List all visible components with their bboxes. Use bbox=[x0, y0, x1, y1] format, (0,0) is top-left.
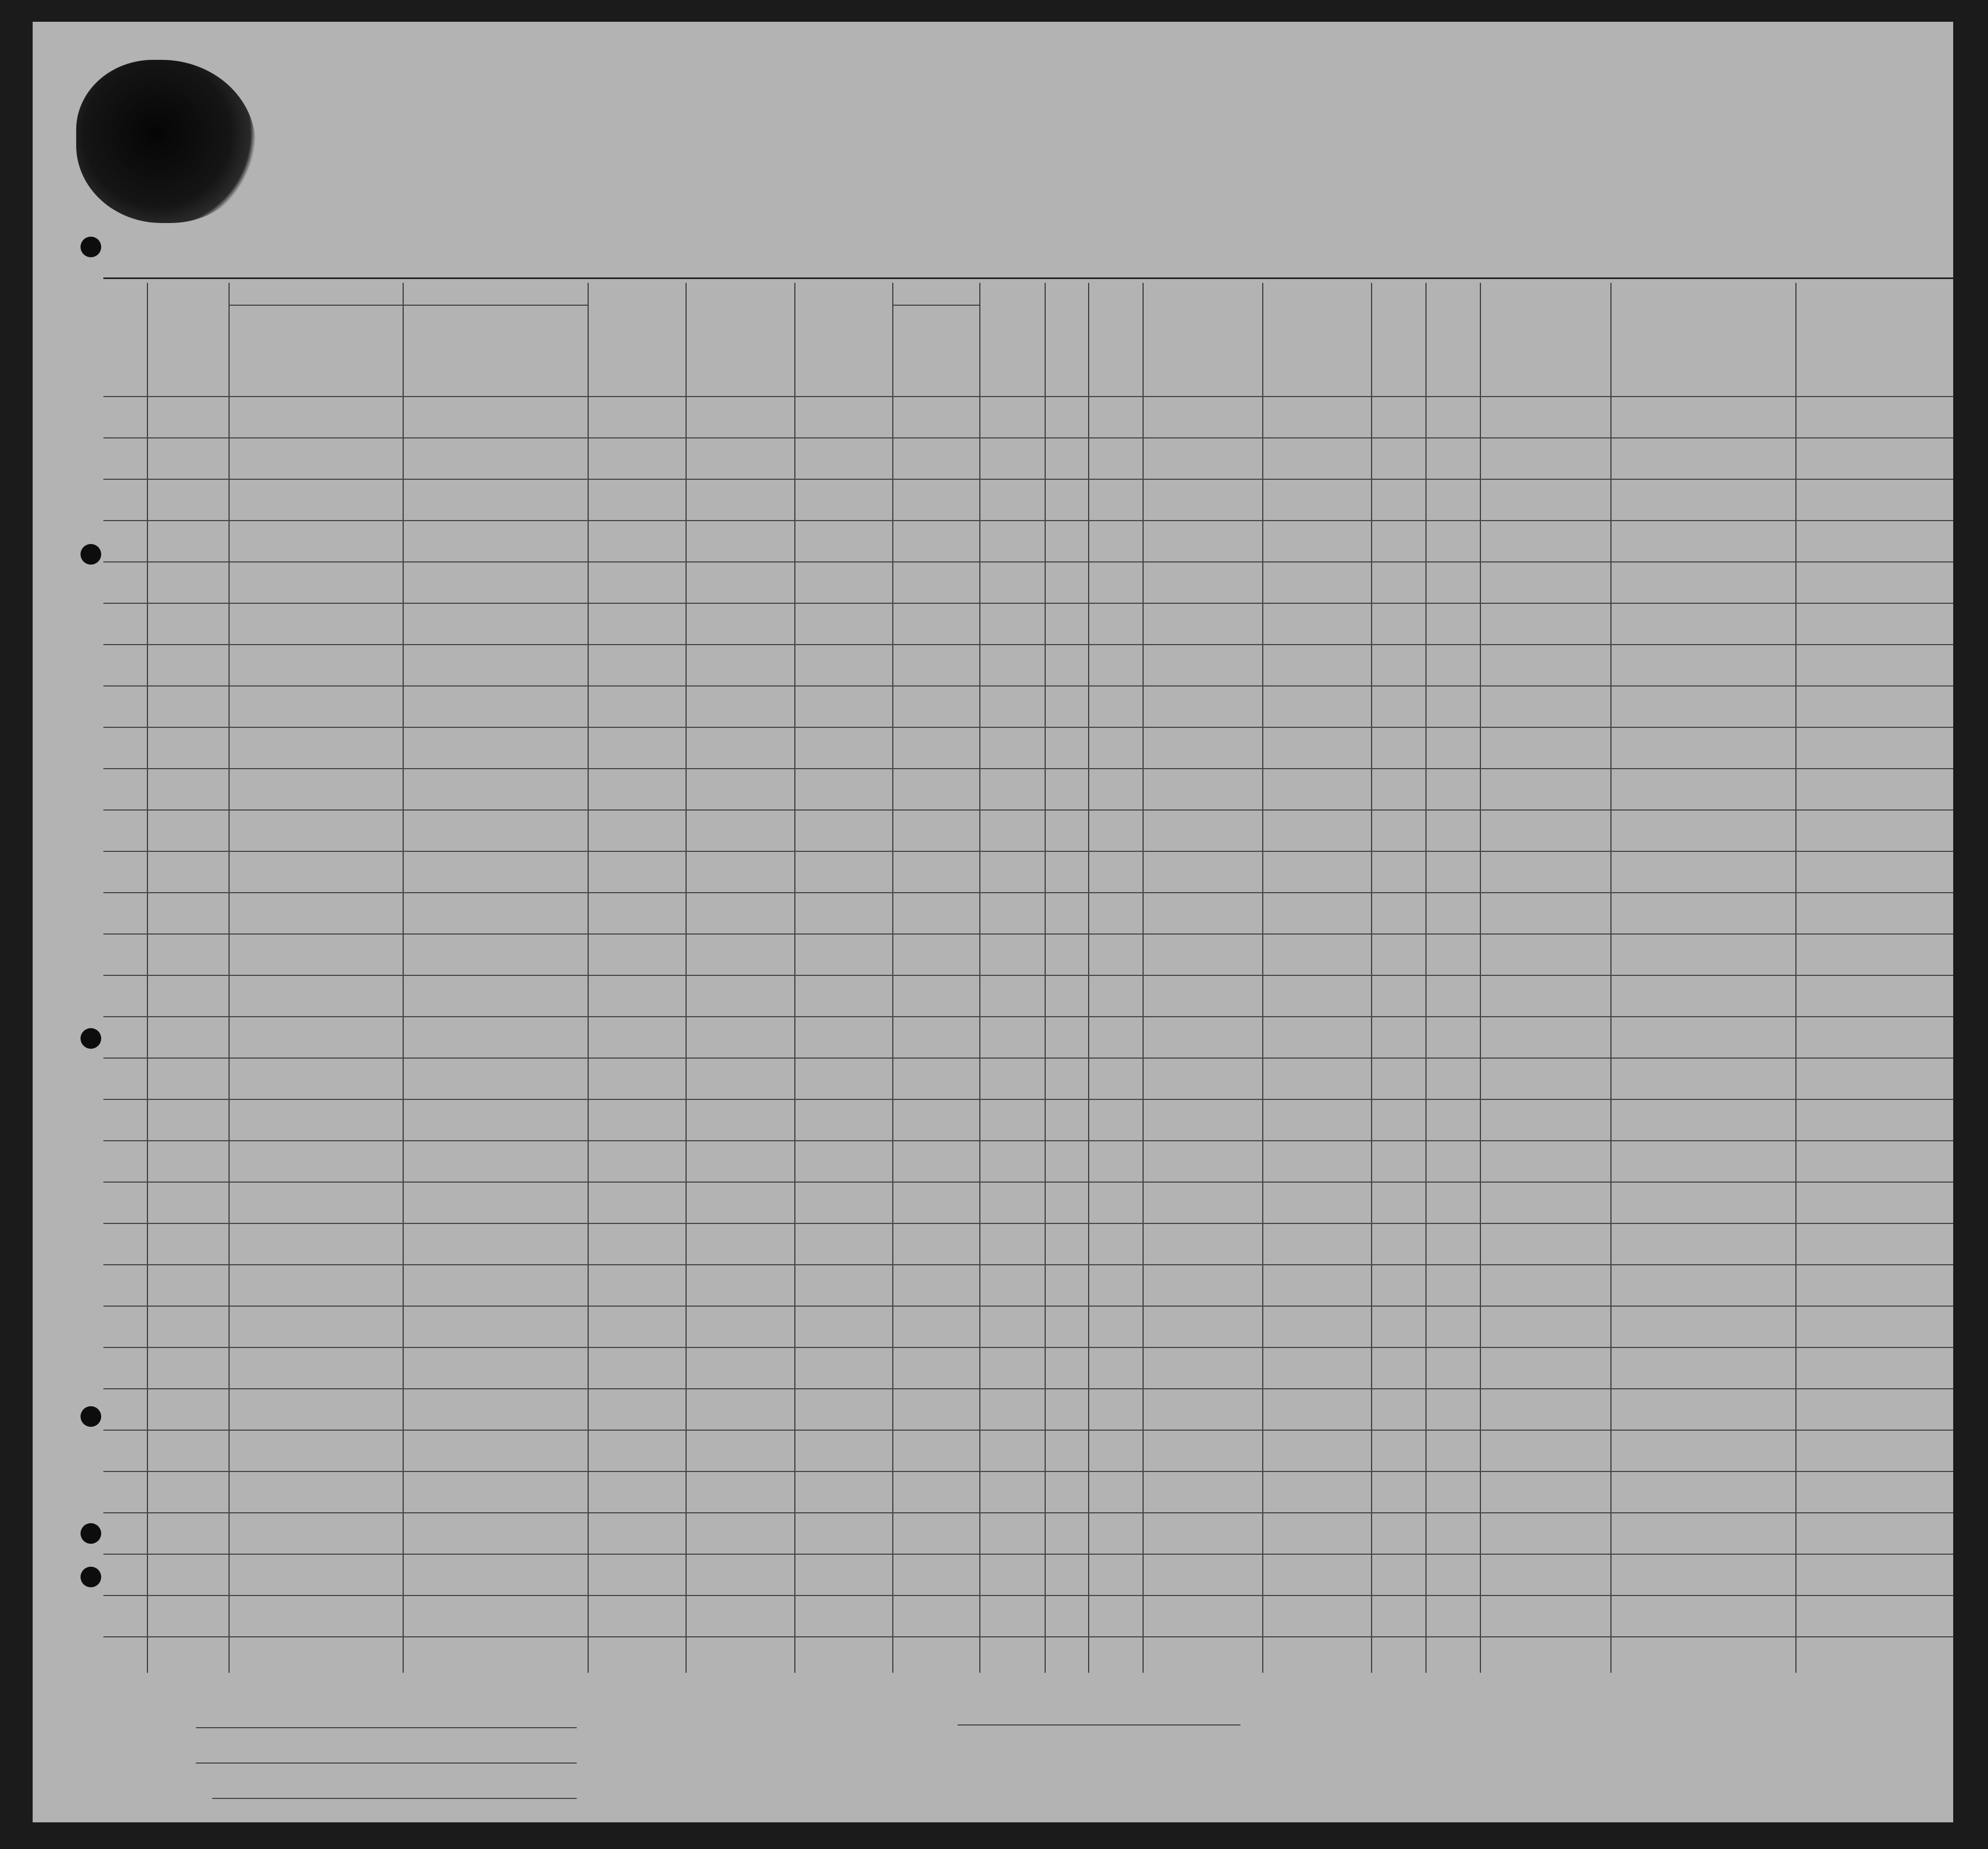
row-rule bbox=[103, 520, 1953, 521]
punch-hole bbox=[81, 1567, 101, 1587]
row-rule bbox=[103, 685, 1953, 687]
row-rule bbox=[103, 1140, 1953, 1141]
column-rule bbox=[147, 283, 148, 1673]
punch-hole bbox=[81, 1028, 101, 1049]
column-rule bbox=[1088, 283, 1089, 1673]
row-rule bbox=[103, 1388, 1953, 1389]
column-rule bbox=[1371, 283, 1372, 1673]
manifest-sheet bbox=[33, 22, 1953, 1822]
column-rule bbox=[794, 283, 795, 1673]
row-rule bbox=[103, 975, 1953, 976]
row-rule bbox=[103, 603, 1953, 604]
subheader-rule bbox=[892, 305, 979, 306]
row-rule bbox=[103, 1595, 1953, 1596]
row-rule bbox=[103, 851, 1953, 852]
row-rule bbox=[103, 727, 1953, 728]
row-rule bbox=[103, 1264, 1953, 1265]
row-rule bbox=[103, 1306, 1953, 1307]
column-rule bbox=[229, 283, 230, 1673]
row-rule bbox=[103, 892, 1953, 893]
row-rule bbox=[103, 1016, 1953, 1017]
column-rule bbox=[588, 283, 589, 1673]
column-rule bbox=[1480, 283, 1481, 1673]
column-rule bbox=[1795, 283, 1796, 1673]
column-rule bbox=[403, 283, 404, 1673]
row-rule bbox=[103, 396, 1953, 397]
inspector-rule bbox=[958, 1724, 1240, 1726]
row-rule bbox=[103, 1099, 1953, 1100]
column-rule bbox=[1262, 283, 1263, 1673]
punch-hole bbox=[81, 1406, 101, 1427]
column-rule bbox=[1045, 283, 1046, 1673]
column-rule bbox=[979, 283, 980, 1673]
row-rule bbox=[103, 437, 1953, 438]
row-rule bbox=[103, 1430, 1953, 1431]
row-rule bbox=[103, 933, 1953, 935]
row-rule bbox=[103, 1554, 1953, 1555]
line-rule bbox=[196, 1727, 577, 1728]
owners-rule bbox=[196, 1763, 577, 1764]
row-rule bbox=[103, 809, 1953, 811]
agents-rule bbox=[212, 1798, 577, 1799]
punch-hole bbox=[81, 544, 101, 565]
subheader-rule bbox=[229, 305, 588, 306]
row-rule bbox=[103, 1636, 1953, 1637]
row-rule bbox=[103, 561, 1953, 562]
column-rule bbox=[1425, 283, 1427, 1673]
header-rule bbox=[103, 277, 1953, 279]
column-rule bbox=[686, 283, 687, 1673]
row-rule bbox=[103, 479, 1953, 480]
row-rule bbox=[103, 644, 1953, 645]
row-rule bbox=[103, 1347, 1953, 1348]
row-rule bbox=[103, 768, 1953, 769]
row-rule bbox=[103, 1223, 1953, 1224]
punch-hole bbox=[81, 1523, 101, 1544]
column-rule bbox=[1143, 283, 1144, 1673]
punch-hole bbox=[81, 237, 101, 257]
row-rule bbox=[103, 1058, 1953, 1059]
row-rule bbox=[103, 1182, 1953, 1183]
seal-stamp bbox=[76, 60, 256, 223]
column-rule bbox=[1610, 283, 1612, 1673]
row-rule bbox=[103, 1512, 1953, 1513]
column-rule bbox=[892, 283, 893, 1673]
row-rule bbox=[103, 1471, 1953, 1472]
